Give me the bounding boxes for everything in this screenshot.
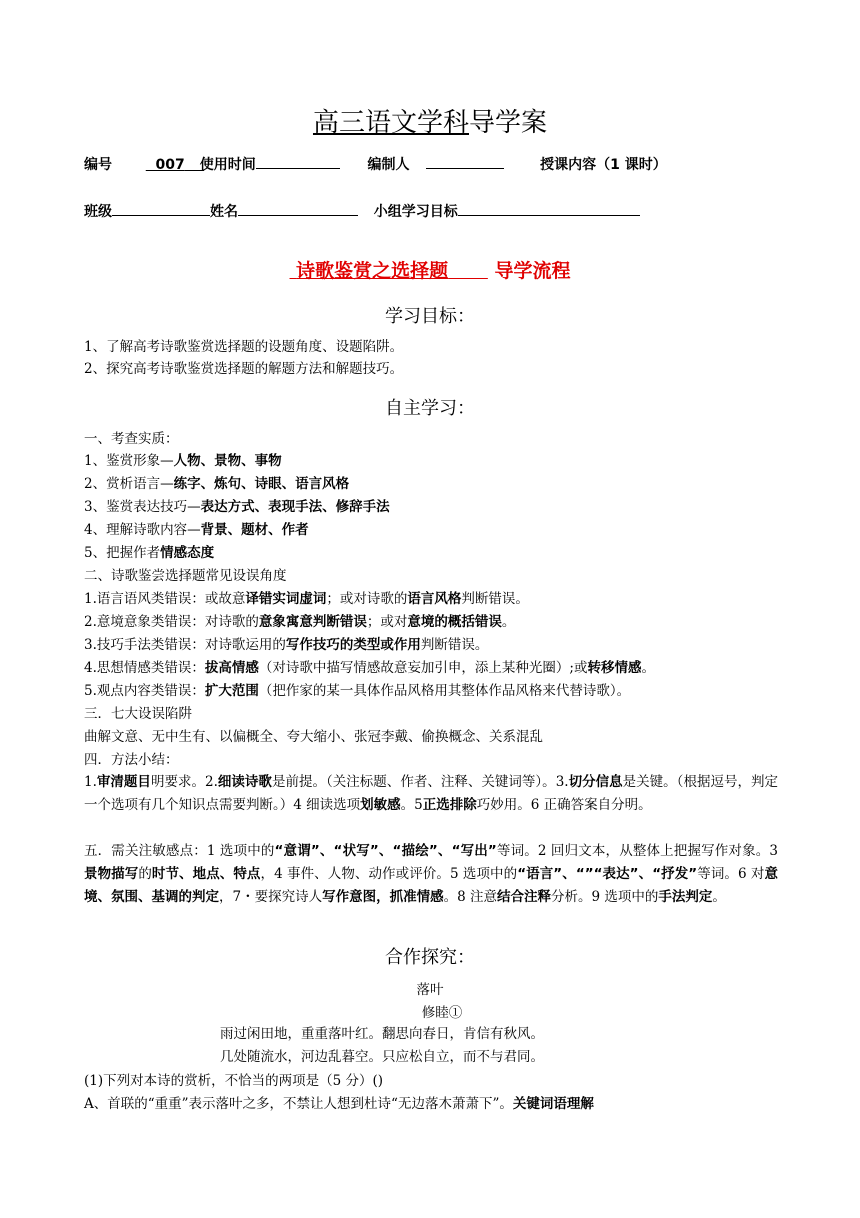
poem-title: 落叶 <box>416 982 444 998</box>
section-3-title: 三．七大设误陷阱 <box>84 706 192 722</box>
name-blank[interactable] <box>238 201 358 216</box>
list-item: 2.意境意象类错误：对诗歌的意象寓意判断错误；或对意境的概括错误。 <box>84 614 516 630</box>
question-text: (1)下列对本诗的赏析，不恰当的两项是（5 分）() <box>84 1073 384 1089</box>
objective-item: 1、了解高考诗歌鉴赏选择题的设题角度、设题陷阱。 <box>84 339 404 355</box>
group-goal-label: 小组学习目标 <box>373 204 458 220</box>
editor-label: 编制人 <box>367 157 410 173</box>
lesson-flow: 导学流程 <box>494 260 571 282</box>
number-label: 编号 <box>84 157 112 173</box>
poem-line: 几处随流水，河边乱暮空。只应松自立，而不与君同。 <box>220 1049 544 1065</box>
option-a: A、首联的“重重”表示落叶之多，不禁让人想到杜诗“无边落木萧萧下”。关键词语理解 <box>84 1096 594 1112</box>
section-4-text: 1.审清题目明要求。2.细读诗歌是前提。（关注标题、作者、注释、关键词等）。3.切分信息是关键。（根据逗号，判定一个选项有几个知识点需要判断。）4 细读选项划敏感。5正选排除巧妙用。6 正确答案自分明。 <box>84 774 779 813</box>
list-item: 4、理解诗歌内容—背景、题材、作者 <box>84 522 309 538</box>
section-4-title: 四．方法小结： <box>84 752 179 768</box>
time-label: 使用时间 <box>199 157 256 173</box>
name-label: 姓名 <box>210 204 238 220</box>
header-row-1 <box>84 154 667 174</box>
header-row-2 <box>84 201 640 221</box>
content-label: 授课内容（1 课时） <box>540 157 667 173</box>
number-value: 007 <box>155 157 185 173</box>
option-a-tag: 关键词语理解 <box>512 1096 594 1112</box>
editor-blank[interactable] <box>426 154 504 169</box>
group-goal-blank[interactable] <box>458 201 640 216</box>
poem-author: 修睦① <box>421 1005 463 1021</box>
time-blank[interactable] <box>256 154 340 169</box>
class-blank[interactable] <box>112 201 210 216</box>
lesson-title <box>0 256 860 283</box>
title-type: 导学案 <box>469 108 548 138</box>
objective-item: 2、探究高考诗歌鉴赏选择题的解题方法和解题技巧。 <box>84 361 404 377</box>
list-item: 3.技巧手法类错误：对诗歌运用的写作技巧的类型或作用判断错误。 <box>84 637 489 653</box>
section-1-title: 一、考查实质： <box>84 431 179 447</box>
list-item: 1.语言语风类错误：或故意译错实词虚词；或对诗歌的语言风格判断错误。 <box>84 591 529 607</box>
cooperative-heading: 合作探究： <box>385 947 475 968</box>
list-item: 4.思想情感类错误：拔高情感（对诗歌中描写情感故意妄加引申，添上某种光圈）;或转移情感。 <box>84 660 655 676</box>
list-item: 5.观点内容类错误：扩大范围（把作家的某一具体作品风格用其整体作品风格来代替诗歌）。 <box>84 683 631 699</box>
lesson-topic: 诗歌鉴赏之选择题 <box>296 260 449 282</box>
list-item: 3、鉴赏表达技巧—表达方式、表现手法、修辞手法 <box>84 499 390 515</box>
list-item: 2、赏析语言—练字、炼句、诗眼、语言风格 <box>84 476 350 492</box>
list-item: 5、把握作者情感态度 <box>84 545 215 561</box>
poem-line: 雨过闲田地，重重落叶红。翻思向春日，肯信有秋风。 <box>220 1026 544 1042</box>
title-subject: 高三语文学科 <box>312 108 469 138</box>
section-2-title: 二、诗歌鉴尝选择题常见设误角度 <box>84 568 287 584</box>
section-3-text: 曲解文意、无中生有、以偏概全、夸大缩小、张冠李戴、偷换概念、关系混乱 <box>84 729 543 745</box>
objectives-heading: 学习目标： <box>385 306 475 327</box>
self-study-heading: 自主学习： <box>385 398 475 419</box>
page-title <box>0 102 860 139</box>
list-item: 1、鉴赏形象—人物、景物、事物 <box>84 453 282 469</box>
class-label: 班级 <box>84 204 112 220</box>
section-5-text: 五．需关注敏感点：1 选项中的“意谓”、“状写”、“描绘”、“写出”等词。2 回归文本，从整体上把握写作对象。3景物描写的时节、地点、特点，4 事件、人物、动作或评价。5 选项中的“语言”、“”“表达”、“抒发”等词。6 对意境、氛围、基调的判定，7・要探究诗人写作意图，抓准情感。8 注意结合注释分析。9 选项中的手法判定。 <box>84 843 779 905</box>
